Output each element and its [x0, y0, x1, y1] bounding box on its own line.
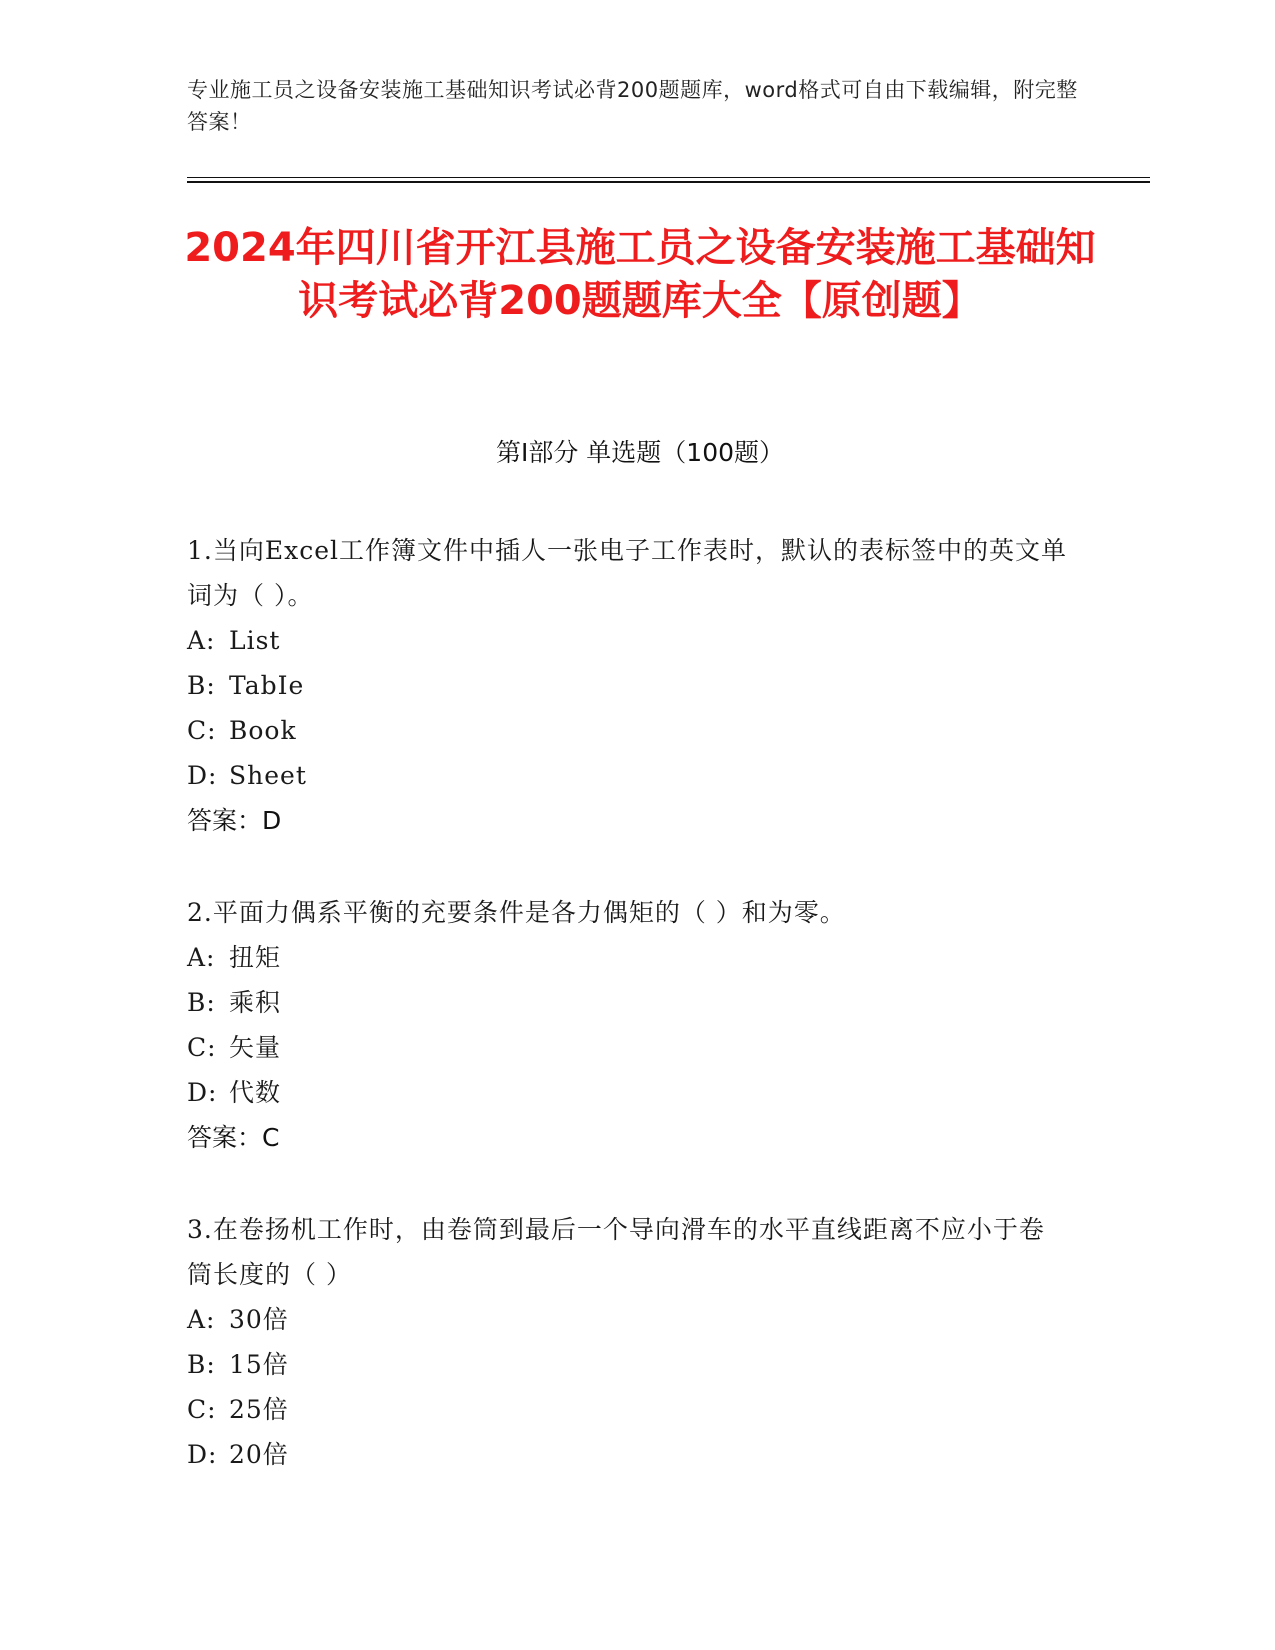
option-key: B: — [187, 1350, 216, 1379]
question-item — [187, 1207, 1067, 1477]
option-key: D: — [187, 761, 218, 790]
option-text: 25倍 — [229, 1395, 289, 1424]
option-key: B: — [187, 671, 216, 700]
option-key: A: — [187, 943, 216, 972]
option-d — [187, 753, 1067, 798]
option-text: 30倍 — [229, 1305, 289, 1334]
option-a — [187, 935, 1067, 980]
option-key: D: — [187, 1440, 218, 1469]
answer-line: 答案：D — [187, 806, 282, 835]
question-stem: 1.当向Excel工作簿文件中插人一张电子工作表时，默认的表标签中的英文单词为（ ）。 — [187, 536, 1067, 610]
header-note: 专业施工员之设备安装施工基础知识考试必背200题题库，word格式可自由下载编辑，附完整答案！ — [187, 78, 1078, 134]
option-text: 20倍 — [229, 1440, 289, 1469]
option-key: C: — [187, 1395, 217, 1424]
option-key: A: — [187, 1305, 216, 1334]
option-text: TabIe — [229, 671, 305, 700]
option-key: A: — [187, 626, 216, 655]
question-stem: 2.平面力偶系平衡的充要条件是各力偶矩的（ ）和为零。 — [187, 898, 846, 927]
option-text: List — [229, 626, 281, 655]
option-key: D: — [187, 1078, 218, 1107]
option-c — [187, 1025, 1067, 1070]
option-text: 代数 — [229, 1078, 282, 1107]
option-text: 乘积 — [229, 988, 282, 1017]
option-text: 扭矩 — [229, 943, 282, 972]
option-d — [187, 1432, 1067, 1477]
option-a — [187, 618, 1067, 663]
option-b — [187, 980, 1067, 1025]
option-text: Sheet — [229, 761, 307, 790]
question-item — [187, 528, 1067, 843]
question-stem: 3.在卷扬机工作时，由卷筒到最后一个导向滑车的水平直线距离不应小于卷筒长度的（ ） — [187, 1215, 1045, 1289]
option-key: B: — [187, 988, 216, 1017]
option-text: Book — [229, 716, 297, 745]
option-text: 15倍 — [229, 1350, 289, 1379]
section-title: 第I部分 单选题（100题） — [495, 438, 785, 467]
option-c — [187, 708, 1067, 753]
option-b — [187, 1342, 1067, 1387]
document-title: 2024年四川省开江县施工员之设备安装施工基础知识考试必背200题题库大全【原创题】 — [184, 225, 1096, 324]
option-d — [187, 1070, 1067, 1115]
option-text: 矢量 — [229, 1033, 282, 1062]
option-key: C: — [187, 1033, 217, 1062]
question-item — [187, 890, 1067, 1160]
question-list — [187, 528, 1067, 1477]
header-divider-thick — [187, 181, 1150, 183]
header-divider-thin — [187, 177, 1150, 178]
option-b — [187, 663, 1067, 708]
option-a — [187, 1297, 1067, 1342]
answer-line: 答案：C — [187, 1123, 280, 1152]
option-c — [187, 1387, 1067, 1432]
option-key: C: — [187, 716, 217, 745]
